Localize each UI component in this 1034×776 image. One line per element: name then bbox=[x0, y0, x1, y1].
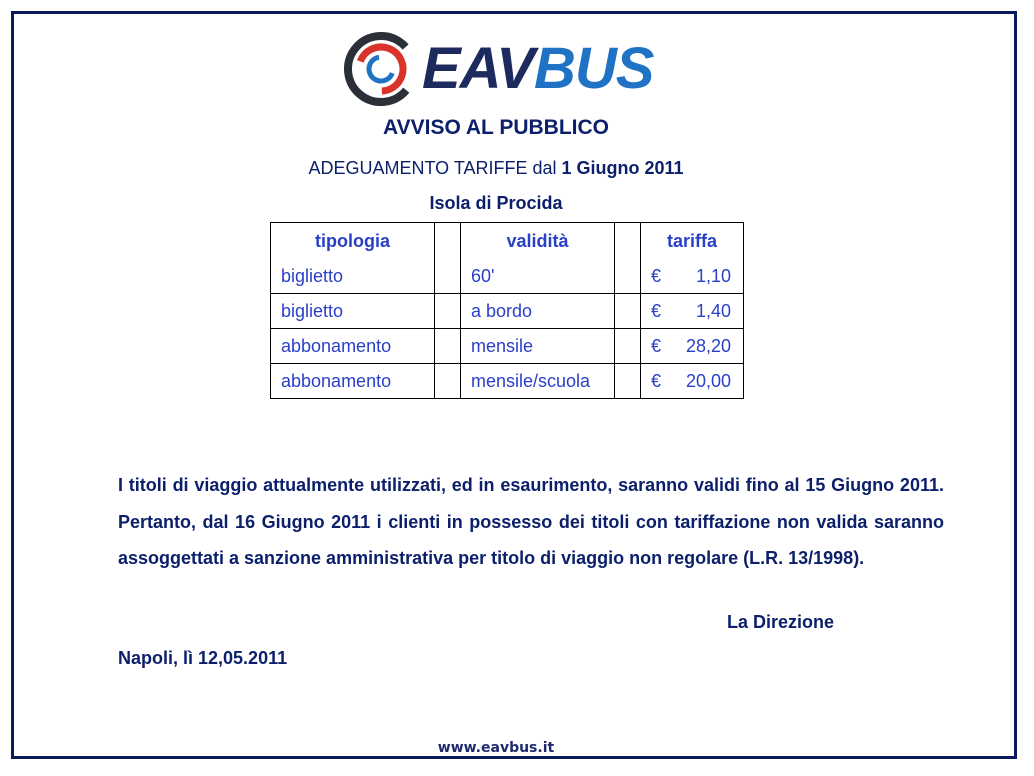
table-row bbox=[271, 294, 744, 329]
cell-tariffa bbox=[641, 364, 744, 399]
cell-validita: a bordo bbox=[461, 294, 615, 329]
table-row bbox=[271, 364, 744, 399]
cell-tipologia: abbonamento bbox=[271, 329, 435, 364]
spacer-cell bbox=[615, 294, 641, 329]
fare-amount: 28,20 bbox=[685, 335, 731, 356]
currency-symbol: € bbox=[651, 265, 662, 286]
website-link[interactable]: www.eavbus.it bbox=[437, 740, 555, 756]
cell-tariffa bbox=[641, 259, 744, 294]
fare-amount: 1,40 bbox=[695, 300, 731, 321]
cell-tipologia: abbonamento bbox=[271, 364, 435, 399]
header-validita: validità bbox=[461, 223, 615, 260]
subtitle-prefix: ADEGUAMENTO TARIFFE dal bbox=[308, 158, 562, 178]
cell-validita: 60' bbox=[461, 259, 615, 294]
page-subtitle bbox=[14, 158, 978, 179]
table-header-row bbox=[271, 223, 744, 260]
cell-validita: mensile bbox=[461, 329, 615, 364]
fare-amount: 20,00 bbox=[685, 370, 731, 391]
currency-symbol: € bbox=[651, 370, 662, 391]
signature: La Direzione bbox=[727, 612, 835, 632]
logo-text-eav: EAV bbox=[422, 36, 534, 101]
cell-tariffa bbox=[641, 329, 744, 364]
cell-tipologia: biglietto bbox=[271, 259, 435, 294]
eavbus-swirl-logo-icon bbox=[344, 32, 418, 106]
spacer-cell bbox=[435, 259, 461, 294]
currency-symbol: € bbox=[651, 335, 662, 356]
spacer-cell bbox=[615, 329, 641, 364]
spacer-cell bbox=[615, 364, 641, 399]
cell-validita: mensile/scuola bbox=[461, 364, 615, 399]
place-date: Napoli, lì 12,05.2011 bbox=[118, 648, 288, 668]
cell-tipologia: biglietto bbox=[271, 294, 435, 329]
page-title: AVVISO AL PUBBLICO bbox=[383, 116, 609, 139]
fare-amount: 1,10 bbox=[695, 265, 731, 286]
logo-text-bus: BUS bbox=[533, 36, 654, 101]
page-border bbox=[11, 11, 1017, 759]
logo-wordmark bbox=[422, 32, 653, 106]
header-tariffa: tariffa bbox=[641, 223, 744, 260]
currency-symbol: € bbox=[651, 300, 662, 321]
spacer-cell bbox=[615, 223, 641, 260]
spacer-cell bbox=[435, 329, 461, 364]
header-tipologia: tipologia bbox=[271, 223, 435, 260]
spacer-cell bbox=[435, 223, 461, 260]
table-row bbox=[271, 259, 744, 294]
notice-paragraph: I titoli di viaggio attualmente utilizzati, ed in esaurimento, saranno validi fino al 15 Giugno 2011. Pertanto, dal 16 Giugno 2011 i clienti in possesso dei titoli con tariffazione non valida saranno assoggettati a sanzione amministrativa per titolo di viaggio non regolare (L.R. 13/1998). bbox=[118, 475, 944, 568]
spacer-cell bbox=[435, 364, 461, 399]
subtitle-date: 1 Giugno 2011 bbox=[561, 158, 684, 178]
spacer-cell bbox=[435, 294, 461, 329]
fare-table bbox=[270, 222, 744, 399]
spacer-cell bbox=[615, 259, 641, 294]
eavbus-logo bbox=[344, 30, 654, 108]
cell-tariffa bbox=[641, 294, 744, 329]
table-row bbox=[271, 329, 744, 364]
location-heading: Isola di Procida bbox=[429, 193, 563, 213]
